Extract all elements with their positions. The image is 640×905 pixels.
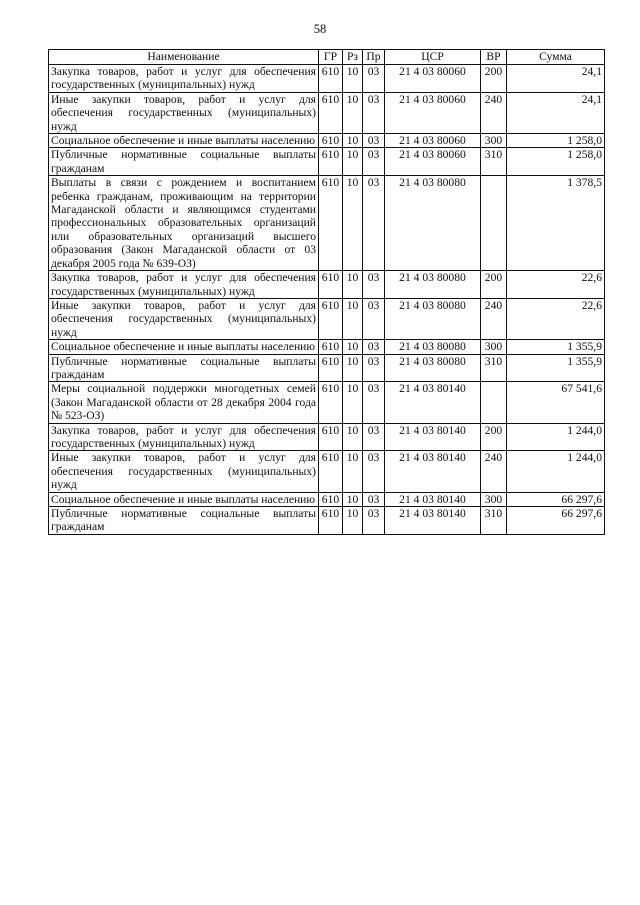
cell-sum: 1 244,0 [507, 423, 605, 451]
table-row [49, 298, 605, 339]
cell-rz: 10 [343, 176, 363, 271]
cell-rz: 10 [343, 271, 363, 299]
cell-name: Закупка товаров, работ и услуг для обеспечения государственных (муниципальных) нужд [49, 271, 319, 299]
cell-vr: 310 [481, 354, 507, 382]
header-gr: ГР [319, 50, 343, 65]
cell-gr: 610 [319, 451, 343, 492]
cell-csr: 21 4 03 80060 [385, 148, 481, 176]
cell-gr: 610 [319, 65, 343, 93]
cell-vr: 200 [481, 65, 507, 93]
table-row [49, 148, 605, 176]
cell-name: Иные закупки товаров, работ и услуг для обеспечения государственных (муниципальных) нужд [49, 298, 319, 339]
table-row [49, 134, 605, 148]
cell-pr: 03 [363, 92, 385, 133]
cell-sum: 24,1 [507, 92, 605, 133]
cell-pr: 03 [363, 423, 385, 451]
table-row [49, 507, 605, 535]
cell-name: Социальное обеспечение и иные выплаты населению [49, 340, 319, 354]
cell-gr: 610 [319, 134, 343, 148]
cell-csr: 21 4 03 80080 [385, 298, 481, 339]
cell-sum: 22,6 [507, 271, 605, 299]
table-row [49, 451, 605, 492]
table-row [49, 492, 605, 506]
cell-rz: 10 [343, 65, 363, 93]
cell-pr: 03 [363, 134, 385, 148]
cell-csr: 21 4 03 80140 [385, 492, 481, 506]
cell-pr: 03 [363, 176, 385, 271]
cell-pr: 03 [363, 340, 385, 354]
header-name: Наименование [49, 50, 319, 65]
cell-gr: 610 [319, 354, 343, 382]
cell-sum: 1 378,5 [507, 176, 605, 271]
cell-csr: 21 4 03 80060 [385, 65, 481, 93]
cell-rz: 10 [343, 382, 363, 423]
cell-pr: 03 [363, 382, 385, 423]
cell-rz: 10 [343, 298, 363, 339]
cell-pr: 03 [363, 271, 385, 299]
cell-rz: 10 [343, 92, 363, 133]
cell-rz: 10 [343, 492, 363, 506]
cell-pr: 03 [363, 148, 385, 176]
cell-rz: 10 [343, 507, 363, 535]
cell-csr: 21 4 03 80140 [385, 507, 481, 535]
table-header [49, 50, 605, 65]
cell-sum: 66 297,6 [507, 492, 605, 506]
cell-csr: 21 4 03 80080 [385, 340, 481, 354]
table-row [49, 271, 605, 299]
budget-table [48, 49, 605, 535]
cell-gr: 610 [319, 382, 343, 423]
table-row [49, 176, 605, 271]
cell-sum: 1 244,0 [507, 451, 605, 492]
cell-gr: 610 [319, 423, 343, 451]
cell-csr: 21 4 03 80080 [385, 271, 481, 299]
header-vr: ВР [481, 50, 507, 65]
cell-csr: 21 4 03 80140 [385, 451, 481, 492]
cell-vr: 300 [481, 134, 507, 148]
cell-sum: 1 355,9 [507, 340, 605, 354]
cell-rz: 10 [343, 134, 363, 148]
cell-vr: 240 [481, 451, 507, 492]
cell-gr: 610 [319, 148, 343, 176]
cell-pr: 03 [363, 354, 385, 382]
cell-rz: 10 [343, 354, 363, 382]
cell-rz: 10 [343, 148, 363, 176]
cell-rz: 10 [343, 340, 363, 354]
cell-rz: 10 [343, 423, 363, 451]
header-pr: Пр [363, 50, 385, 65]
table-body [49, 65, 605, 535]
cell-name: Публичные нормативные социальные выплаты гражданам [49, 148, 319, 176]
cell-name: Иные закупки товаров, работ и услуг для обеспечения государственных (муниципальных) нужд [49, 92, 319, 133]
table-row [49, 340, 605, 354]
cell-vr: 300 [481, 340, 507, 354]
cell-vr [481, 382, 507, 423]
cell-vr: 200 [481, 271, 507, 299]
table-row [49, 92, 605, 133]
cell-vr: 310 [481, 148, 507, 176]
cell-sum: 22,6 [507, 298, 605, 339]
table-row [49, 382, 605, 423]
cell-csr: 21 4 03 80060 [385, 134, 481, 148]
header-row [49, 50, 605, 65]
cell-rz: 10 [343, 451, 363, 492]
cell-gr: 610 [319, 492, 343, 506]
cell-name: Социальное обеспечение и иные выплаты населению [49, 492, 319, 506]
header-sum: Сумма [507, 50, 605, 65]
cell-sum: 1 258,0 [507, 148, 605, 176]
cell-pr: 03 [363, 298, 385, 339]
cell-sum: 1 258,0 [507, 134, 605, 148]
page-number: 58 [313, 22, 327, 36]
header-csr: ЦСР [385, 50, 481, 65]
cell-gr: 610 [319, 92, 343, 133]
cell-vr: 300 [481, 492, 507, 506]
cell-sum: 1 355,9 [507, 354, 605, 382]
cell-gr: 610 [319, 176, 343, 271]
cell-csr: 21 4 03 80140 [385, 423, 481, 451]
cell-vr: 310 [481, 507, 507, 535]
cell-name: Выплаты в связи с рождением и воспитанием ребенка гражданам, проживающим на территории Магаданской области и являющимся студентами профессиональных образовательных организаций или образовательных организаций высшего образования (Закон Магаданской области от 03 декабря 2005 года № 639-ОЗ) [49, 176, 319, 271]
cell-csr: 21 4 03 80080 [385, 176, 481, 271]
cell-gr: 610 [319, 507, 343, 535]
cell-gr: 610 [319, 340, 343, 354]
table-row [49, 65, 605, 93]
table-row [49, 423, 605, 451]
cell-gr: 610 [319, 298, 343, 339]
cell-csr: 21 4 03 80140 [385, 382, 481, 423]
cell-pr: 03 [363, 492, 385, 506]
table-row [49, 354, 605, 382]
cell-vr: 240 [481, 92, 507, 133]
cell-pr: 03 [363, 507, 385, 535]
cell-sum: 24,1 [507, 65, 605, 93]
cell-vr: 200 [481, 423, 507, 451]
cell-name: Закупка товаров, работ и услуг для обеспечения государственных (муниципальных) нужд [49, 423, 319, 451]
cell-csr: 21 4 03 80060 [385, 92, 481, 133]
cell-name: Иные закупки товаров, работ и услуг для обеспечения государственных (муниципальных) нужд [49, 451, 319, 492]
cell-sum: 67 541,6 [507, 382, 605, 423]
cell-vr: 240 [481, 298, 507, 339]
cell-gr: 610 [319, 271, 343, 299]
header-rz: Рз [343, 50, 363, 65]
cell-name: Публичные нормативные социальные выплаты гражданам [49, 354, 319, 382]
cell-csr: 21 4 03 80080 [385, 354, 481, 382]
cell-vr [481, 176, 507, 271]
cell-name: Закупка товаров, работ и услуг для обеспечения государственных (муниципальных) нужд [49, 65, 319, 93]
cell-sum: 66 297,6 [507, 507, 605, 535]
cell-name: Меры социальной поддержки многодетных семей (Закон Магаданской области от 28 декабря 2004 года № 523-ОЗ) [49, 382, 319, 423]
cell-name: Социальное обеспечение и иные выплаты населению [49, 134, 319, 148]
cell-pr: 03 [363, 65, 385, 93]
cell-pr: 03 [363, 451, 385, 492]
cell-name: Публичные нормативные социальные выплаты гражданам [49, 507, 319, 535]
